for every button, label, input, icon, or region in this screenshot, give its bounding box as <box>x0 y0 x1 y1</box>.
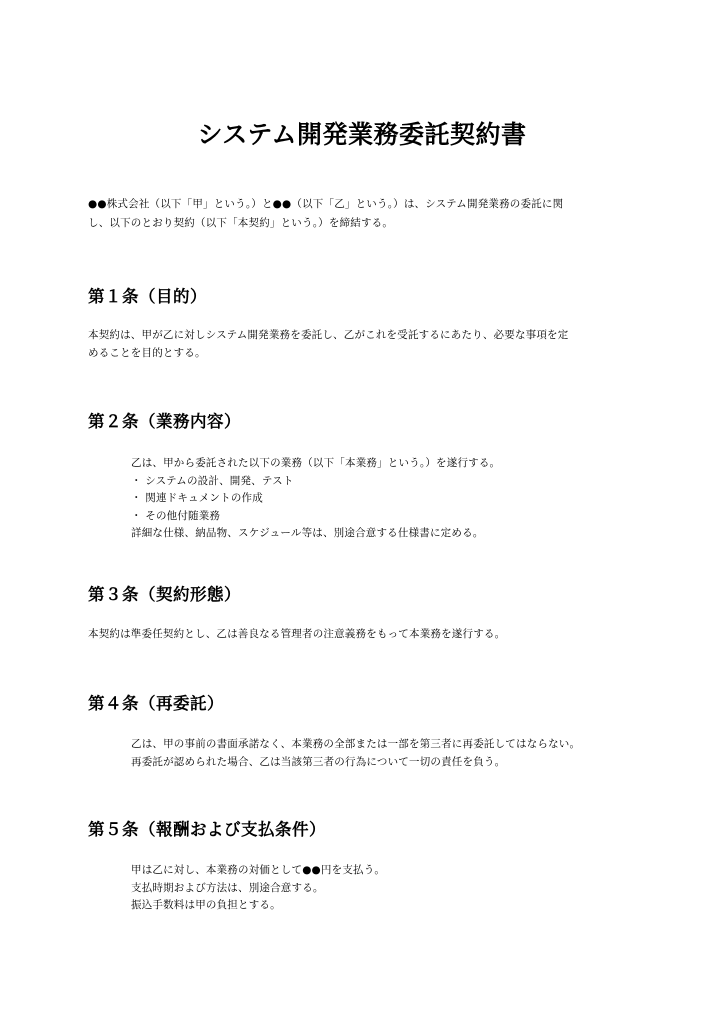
article-line: 本契約は準委任契約とし、乙は善良なる管理者の注意義務をもって本業務を遂行する。 <box>88 628 506 640</box>
article-line: めることを目的とする。 <box>88 346 206 359</box>
article-body <box>88 327 648 362</box>
article-line: 支払時期および方法は、別途合意する。 <box>131 881 324 894</box>
article-heading: 第３条（契約形態） <box>88 585 241 604</box>
article-body <box>88 736 648 771</box>
article-2 <box>88 410 648 543</box>
article-heading: 第４条（再委託） <box>88 694 224 713</box>
article-line: 乙は、甲から委託された以下の業務（以下「本業務」という。）を遂行する。 <box>131 457 501 469</box>
list-item: ・ 関連ドキュメントの作成 <box>131 492 263 504</box>
article-line: 乙は、甲の事前の書面承諾なく、本業務の全部または一部を第三者に再委託してはならない。 <box>131 738 581 750</box>
article-line: 甲は乙に対し、本業務の対価として●●円を支払う。 <box>131 864 386 876</box>
article-3 <box>88 583 648 644</box>
article-line: 振込手数料は甲の負担とする。 <box>131 899 281 911</box>
preamble <box>88 195 648 233</box>
article-body <box>88 862 648 915</box>
article-heading: 第１条（目的） <box>88 287 207 306</box>
preamble-line: ●●株式会社（以下「甲」という。）と●●（以下「乙」という。）は、システム開発業務の委託に関 <box>88 198 564 210</box>
article-5 <box>88 818 648 915</box>
article-line: 再委託が認められた場合、乙は当該第三者の行為について一切の責任を負う。 <box>131 755 506 768</box>
article-heading: 第５条（報酬および支払条件） <box>88 820 326 839</box>
article-line: 本契約は、甲が乙に対しシステム開発業務を委託し、乙がこれを受託するにあたり、必要な事項を定 <box>88 329 569 341</box>
article-1 <box>88 285 648 362</box>
list-item: ・ その他付随業務 <box>131 509 221 522</box>
article-body <box>88 626 648 644</box>
article-heading: 第２条（業務内容） <box>88 412 241 431</box>
document-title: システム開発業務委託契約書 <box>197 120 527 149</box>
article-line: 詳細な仕様、納品物、スケジュール等は、別途合意する仕様書に定める。 <box>131 527 484 539</box>
preamble-line: し、以下のとおり契約（以下「本契約」という。）を締結する。 <box>88 217 394 229</box>
list-item: ・ システムの設計、開発、テスト <box>131 474 294 487</box>
article-body <box>88 455 648 543</box>
article-4 <box>88 692 648 771</box>
